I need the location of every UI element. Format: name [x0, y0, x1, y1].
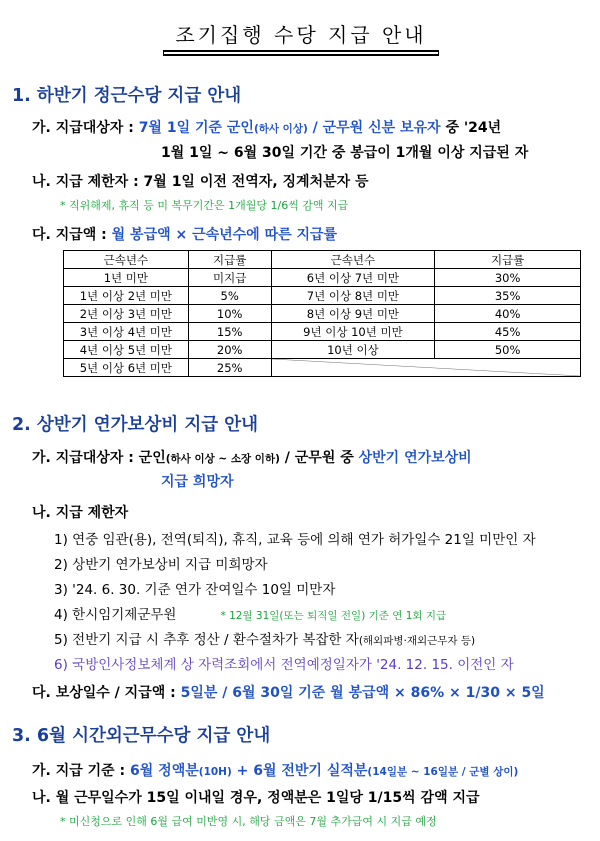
rate-table [63, 250, 581, 377]
table-cell: 6년 이상 7년 미만 [271, 269, 435, 287]
list-item-text: 5) 전반기 지급 시 추후 정산 / 환수절차가 복잡한 자 [54, 632, 359, 648]
list-item [54, 603, 446, 623]
s1-target-small: (하사 이상) [253, 123, 308, 135]
s3-criteria-small-1: (10H) [198, 766, 232, 778]
table-row [64, 305, 581, 323]
header-years-2: 근속년수 [271, 251, 435, 269]
diagonal-line [272, 359, 580, 376]
table-row [64, 323, 581, 341]
table-cell: 50% [435, 341, 581, 359]
list-item-small: (해외파병·재외근무자 등) [358, 635, 476, 647]
list-item-text: 4) 한시임기제군무원 [54, 607, 177, 623]
table-cell: 미지급 [188, 269, 271, 287]
table-cell: 25% [188, 359, 271, 377]
table-cell: 3년 이상 4년 미만 [64, 323, 189, 341]
s2-target-small: (하사 이상 ~ 소장 이하) [165, 453, 280, 465]
s3-criteria-line [32, 760, 518, 780]
table-cell: 10년 이상 [271, 341, 435, 359]
s1-amount-line [32, 224, 337, 244]
s1-amount-label: 다. 지급액 : [32, 227, 112, 243]
list-item [54, 628, 475, 648]
header-rate-1: 지급률 [188, 251, 271, 269]
s2-restriction-label: 나. 지급 제한자 [32, 505, 129, 521]
s3-criteria-blue: 6월 정액분 [130, 763, 199, 779]
header-years-1: 근속년수 [64, 251, 189, 269]
s1-target-blue-2: / 군무원 신분 보유자 [307, 120, 441, 136]
s2-amount-line [32, 682, 545, 702]
table-cell: 7년 이상 8년 미만 [271, 287, 435, 305]
table-cell: 9년 이상 10년 미만 [271, 323, 435, 341]
list-item-note: * 12월 31일(또는 퇴직일 전일) 기준 연 1회 지급 [220, 610, 447, 622]
s2-target-line-2: 지급 희망자 [161, 474, 234, 490]
s1-target-label: 가. 지급대상자 : [32, 120, 139, 136]
rate-table-header [64, 251, 581, 269]
list-item: 6) 국방인사정보체계 상 자력조회에서 전역예정일자가 '24. 12. 15. 이전인 자 [54, 657, 514, 673]
s3-criteria-label: 가. 지급 기준 : [32, 763, 131, 779]
table-cell: 35% [435, 287, 581, 305]
table-cell: 1년 이상 2년 미만 [64, 287, 189, 305]
table-row [64, 359, 581, 377]
section-3-heading: 3. 6월 시간외근무수당 지급 안내 [12, 726, 271, 746]
s2-amount-label: 다. 보상일수 / 지급액 : [32, 685, 181, 701]
section-2-heading: 2. 상반기 연가보상비 지급 안내 [12, 415, 259, 435]
s1-target-line-2: 1월 1일 ~ 6월 30일 기간 중 봉급이 1개월 이상 지급된 자 [161, 145, 529, 161]
header-rate-2: 지급률 [435, 251, 581, 269]
s2-target-label: 가. 지급대상자 : 군인 [32, 450, 166, 466]
table-cell: 10% [188, 305, 271, 323]
s2-target-line-1 [32, 447, 472, 467]
s1-restriction: 나. 지급 제한자 : 7월 1일 이전 전역자, 징계처분자 등 [32, 174, 369, 190]
list-item: 1) 연중 임관(용), 전역(퇴직), 휴직, 교육 등에 의해 연가 허가일수 21일 미만인 자 [54, 532, 536, 548]
table-cell: 1년 미만 [64, 269, 189, 287]
s1-amount-formula: 월 봉급액 × 근속년수에 따른 지급률 [111, 227, 338, 243]
list-item: 2) 상반기 연가보상비 지급 미희망자 [54, 557, 268, 573]
s1-target-blue: 7월 1일 기준 군인 [138, 120, 254, 136]
list-item: 3) '24. 6. 30. 기준 연가 잔여일수 10일 미만자 [54, 582, 336, 598]
table-cell: 40% [435, 305, 581, 323]
s3-criteria-blue-2: + 6월 전반기 실적분 [231, 763, 368, 779]
s2-target-blue: 상반기 연가보상비 [358, 450, 472, 466]
table-cell: 30% [435, 269, 581, 287]
page-title: 조기집행 수당 지급 안내 [163, 20, 439, 52]
s2-target-mid: / 군무원 중 [279, 450, 359, 466]
table-cell: 2년 이상 3년 미만 [64, 305, 189, 323]
s3-reduction-line: 나. 월 근무일수가 15일 이내일 경우, 정액분은 1일당 1/15씩 감액 지급 [32, 790, 480, 806]
table-row [64, 287, 581, 305]
s1-target-tail: 중 '24년 [440, 120, 502, 136]
table-row [64, 341, 581, 359]
s3-criteria-small-2: (14일분 ~ 16일분 / 군별 상이) [367, 766, 519, 778]
table-cell: 8년 이상 9년 미만 [271, 305, 435, 323]
s2-amount-formula: 5일분 / 6월 30일 기준 월 봉급액 × 86% × 1/30 × 5일 [180, 685, 545, 701]
table-cell: 5% [188, 287, 271, 305]
table-cell: 15% [188, 323, 271, 341]
table-cell: 20% [188, 341, 271, 359]
s1-note: * 직위해제, 휴직 등 미 복무기간은 1개월당 1/6씩 감액 지급 [60, 199, 349, 212]
s1-target-line-1 [32, 117, 501, 137]
table-cell: 4년 이상 5년 미만 [64, 341, 189, 359]
section-1-heading: 1. 하반기 정근수당 지급 안내 [12, 86, 242, 106]
table-cell: 45% [435, 323, 581, 341]
table-cell: 5년 이상 6년 미만 [64, 359, 189, 377]
empty-diagonal-cell [271, 359, 580, 377]
s3-note: * 미신청으로 인해 6월 급여 미반영 시, 해당 금액은 7월 추가급여 시 지급 예정 [60, 815, 437, 828]
table-row [64, 269, 581, 287]
